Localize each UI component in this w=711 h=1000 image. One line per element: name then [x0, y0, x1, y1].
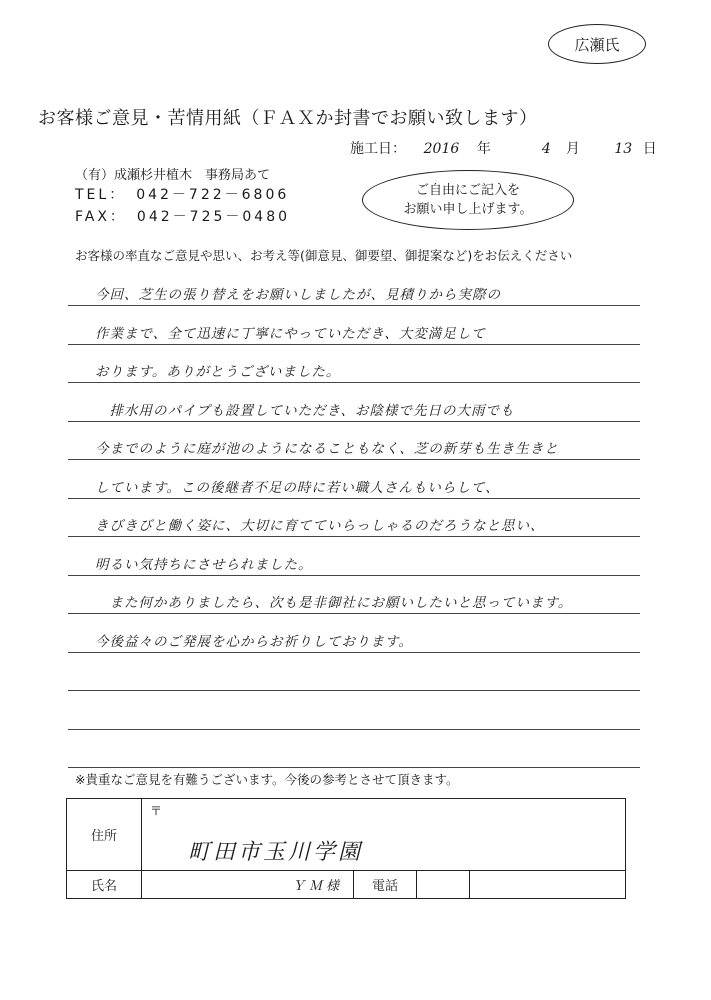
address-label: 住所: [67, 799, 142, 871]
date-day-unit: 日: [642, 141, 657, 157]
date-month-unit: 月: [565, 141, 580, 157]
address-value: 町田市玉川学園: [188, 840, 364, 865]
phone-label: 電話: [354, 871, 417, 899]
ruled-line: [68, 690, 640, 691]
comment-line: おります。ありがとうございました。: [95, 364, 341, 380]
date-month: 4: [541, 141, 551, 157]
comment-line: きびきびと働く姿に、大切に育てていらっしゃるのだろうなと思い、: [95, 518, 545, 534]
ruled-line: [68, 613, 640, 614]
construction-date: [350, 138, 663, 158]
date-year-unit: 年: [476, 141, 491, 157]
ruled-line: [68, 459, 640, 460]
free-entry-note: [362, 170, 574, 230]
ruled-line: [68, 382, 640, 383]
reviewer-stamp: 広瀬氏: [548, 24, 646, 64]
ruled-line: [68, 305, 640, 306]
ruled-line: [68, 729, 640, 730]
comment-line: 今までのように庭が池のようになることもなく、芝の新芽も生き生きと: [95, 441, 559, 457]
ruled-line: [68, 536, 640, 537]
phone-value-blank: [417, 871, 470, 899]
free-entry-note-line2: お願い申し上げます。: [403, 202, 533, 217]
phone-value: [470, 871, 626, 899]
ruled-line: [68, 421, 640, 422]
date-day: 13: [614, 141, 633, 157]
form-title: お客様ご意見・苦情用紙（ＦＡＸか封書でお願い致します）: [38, 108, 538, 129]
name-value: ＹＭ様: [142, 871, 354, 899]
ruled-line: [68, 767, 640, 768]
free-entry-note-line1: ご自由にご記入を: [415, 183, 520, 198]
comment-line: また何かありましたら、次も是非御社にお願いしたいと思っています。: [95, 595, 573, 611]
ruled-line: [68, 575, 640, 576]
recipient-company: （有）成瀬杉井植木 事務局あて: [75, 168, 271, 183]
comment-line: 明るい気持ちにさせられました。: [95, 556, 313, 573]
comment-line: 作業まで、全て迅速に丁寧にやっていただき、大変満足して: [95, 325, 486, 342]
comment-line: 今回、芝生の張り替えをお願いしましたが、見積りから実際の: [95, 287, 501, 303]
telephone-number: TEL： 042－722－6806: [75, 187, 290, 203]
comment-prompt: お客様の率直なご意見や思い、お考え等(御意見、御要望、御提案など)をお伝えください: [75, 248, 573, 263]
date-year: 2016: [423, 141, 460, 157]
comment-line: 排水用のパイプも設置していただき、お陰様で先日の大雨でも: [95, 402, 515, 419]
date-label: 施工日：: [350, 141, 406, 157]
postal-mark: 〒: [150, 804, 163, 818]
ruled-line: [68, 498, 640, 499]
comment-line: しています。この後継者不足の時に若い職人さんもいらして、: [95, 479, 500, 496]
name-label: 氏名: [67, 871, 142, 899]
fax-number: FAX： 042－725－0480: [75, 209, 291, 225]
ruled-line: [68, 652, 640, 653]
thank-you-note: ※貴重なご意見を有難うございます。今後の参考とさせて頂きます。: [75, 772, 459, 787]
comment-line: 今後益々のご発展を心からお祈りしております。: [95, 633, 413, 650]
ruled-line: [68, 344, 640, 345]
